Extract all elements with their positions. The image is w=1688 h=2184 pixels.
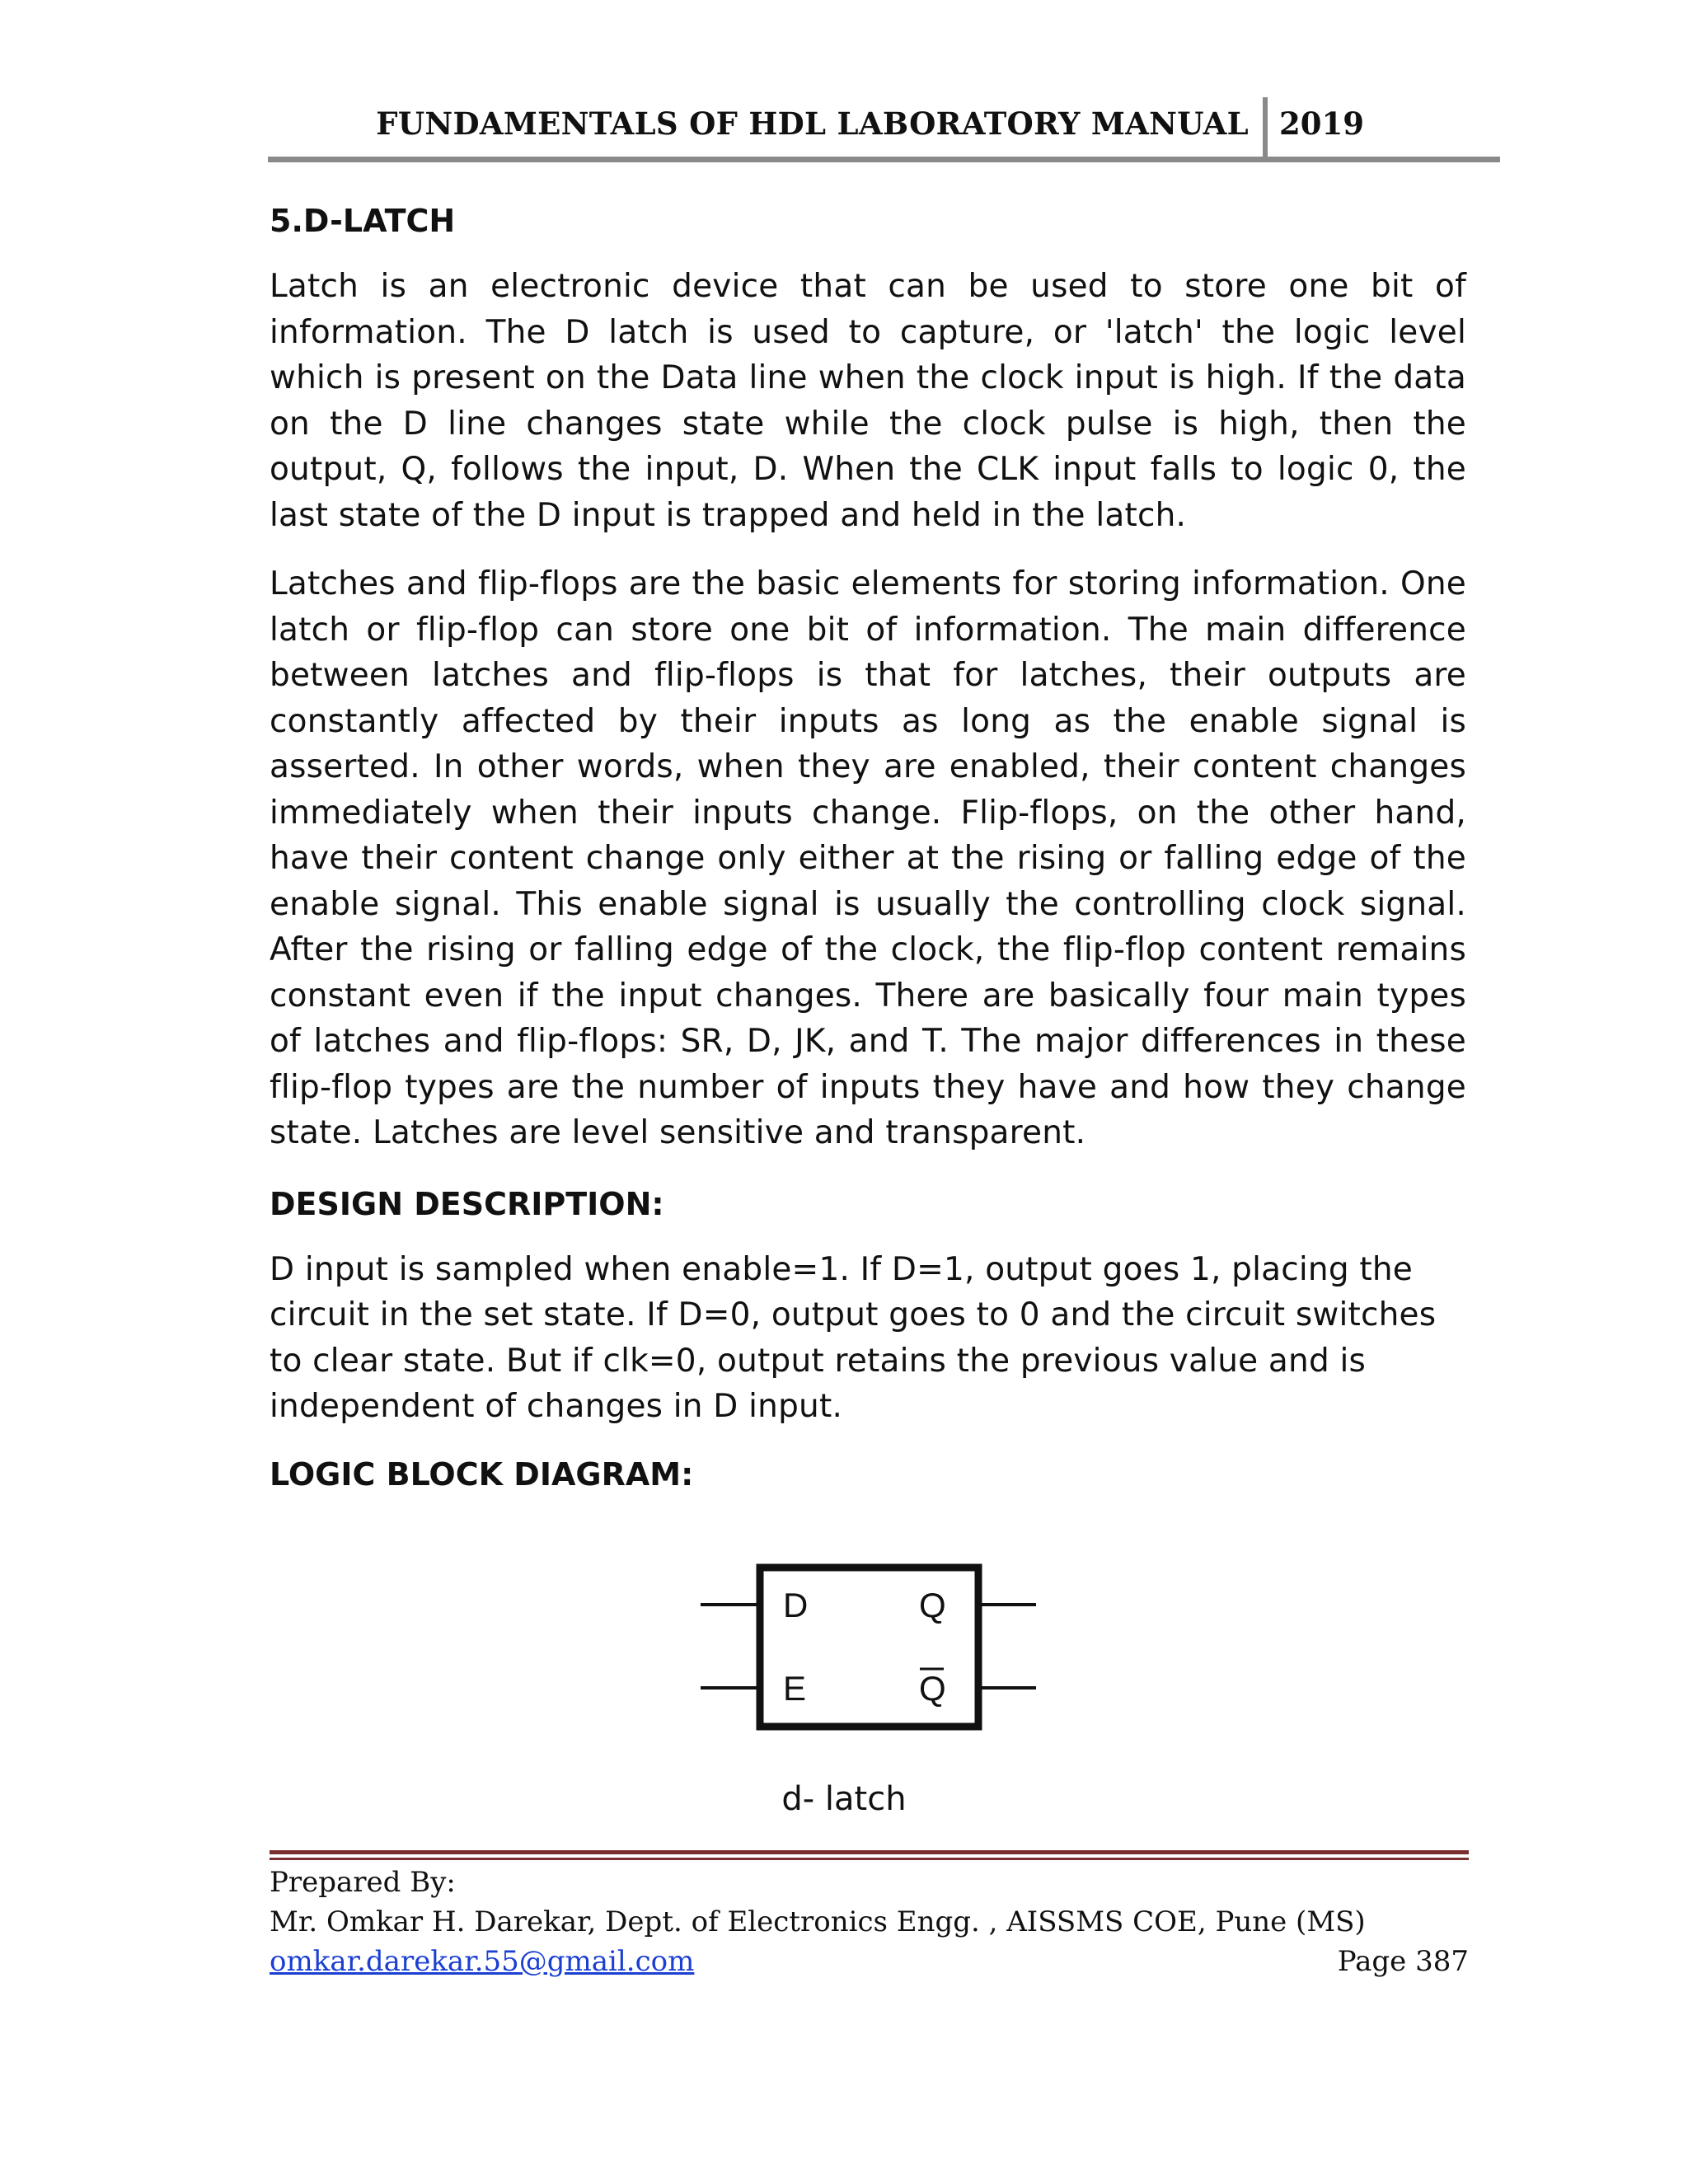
page-content bbox=[270, 196, 1466, 1499]
footer-email-row bbox=[270, 1942, 1469, 1981]
pin-d-label: D bbox=[783, 1586, 809, 1624]
author-email-link[interactable]: omkar.darekar.55@gmail.com bbox=[270, 1945, 695, 1978]
d-latch-svg bbox=[696, 1558, 1043, 1739]
d-latch-block-diagram bbox=[696, 1558, 1043, 1739]
page-number: Page 387 bbox=[1337, 1945, 1469, 1978]
author-line: Mr. Omkar H. Darekar, Dept. of Electronics Engg. , AISSMS COE, Pune (MS) bbox=[270, 1905, 1366, 1938]
diagram-caption: d- latch bbox=[781, 1780, 907, 1818]
diagram-heading: LOGIC BLOCK DIAGRAM: bbox=[270, 1455, 694, 1493]
manual-title: FUNDAMENTALS OF HDL LABORATORY MANUAL bbox=[376, 105, 1249, 142]
pin-q-label: Q bbox=[919, 1586, 946, 1624]
prepared-by-label: Prepared By: bbox=[270, 1866, 456, 1899]
footer-rule-thick bbox=[270, 1850, 1469, 1854]
design-heading: DESIGN DESCRIPTION: bbox=[270, 1185, 664, 1222]
page-footer bbox=[270, 1863, 1469, 1981]
intro-paragraph: Latch is an electronic device that can be used to store one bit of information. The D latch is used to capture, or 'latch' the logic level which is present on the Data line when the clock input is high. If the data on the D line changes state while the clock pulse is high, then the output, Q, follows the input, D. When the CLK input falls to logic 0, the last state of the D input is trapped and held in the latch. bbox=[270, 268, 1466, 534]
latches-paragraph: Latches and flip-flops are the basic elements for storing information. One latch or flip-flop can store one bit of information. The main difference between latches and flip-flops is that for latches, their outputs are constantly affected by their inputs as long as the enable signal is asserted. In other words, when they are enabled, their content changes immediately when their inputs change. Flip-flops, on the other hand, have their content change only either at the rising or falling edge of the enable signal. This enable signal is usually the controlling clock signal. After the rising or falling edge of the clock, the flip-flop content remains constant even if the input changes. There are basically four main types of latches and flip-flops: SR, D, JK, and T. The major differences in these flip-flop types are the number of inputs they have and how they change state. Latches are level sensitive and transparent. bbox=[270, 565, 1466, 1151]
header-rule bbox=[268, 157, 1500, 162]
section-title: 5.D-LATCH bbox=[270, 203, 456, 239]
pin-qbar-label: Q bbox=[919, 1669, 946, 1708]
design-paragraph: D input is sampled when enable=1. If D=1, output goes 1, placing the circuit in the set state. If D=0, output goes to 0 and the circuit switches to clear state. But if clk=0, output retains the previous value and is independent of changes in D input. bbox=[270, 1250, 1437, 1425]
header-separator bbox=[1263, 97, 1268, 157]
pin-e-label: E bbox=[783, 1669, 807, 1708]
footer-rule-thin bbox=[270, 1858, 1469, 1860]
manual-year: 2019 bbox=[1279, 105, 1364, 142]
